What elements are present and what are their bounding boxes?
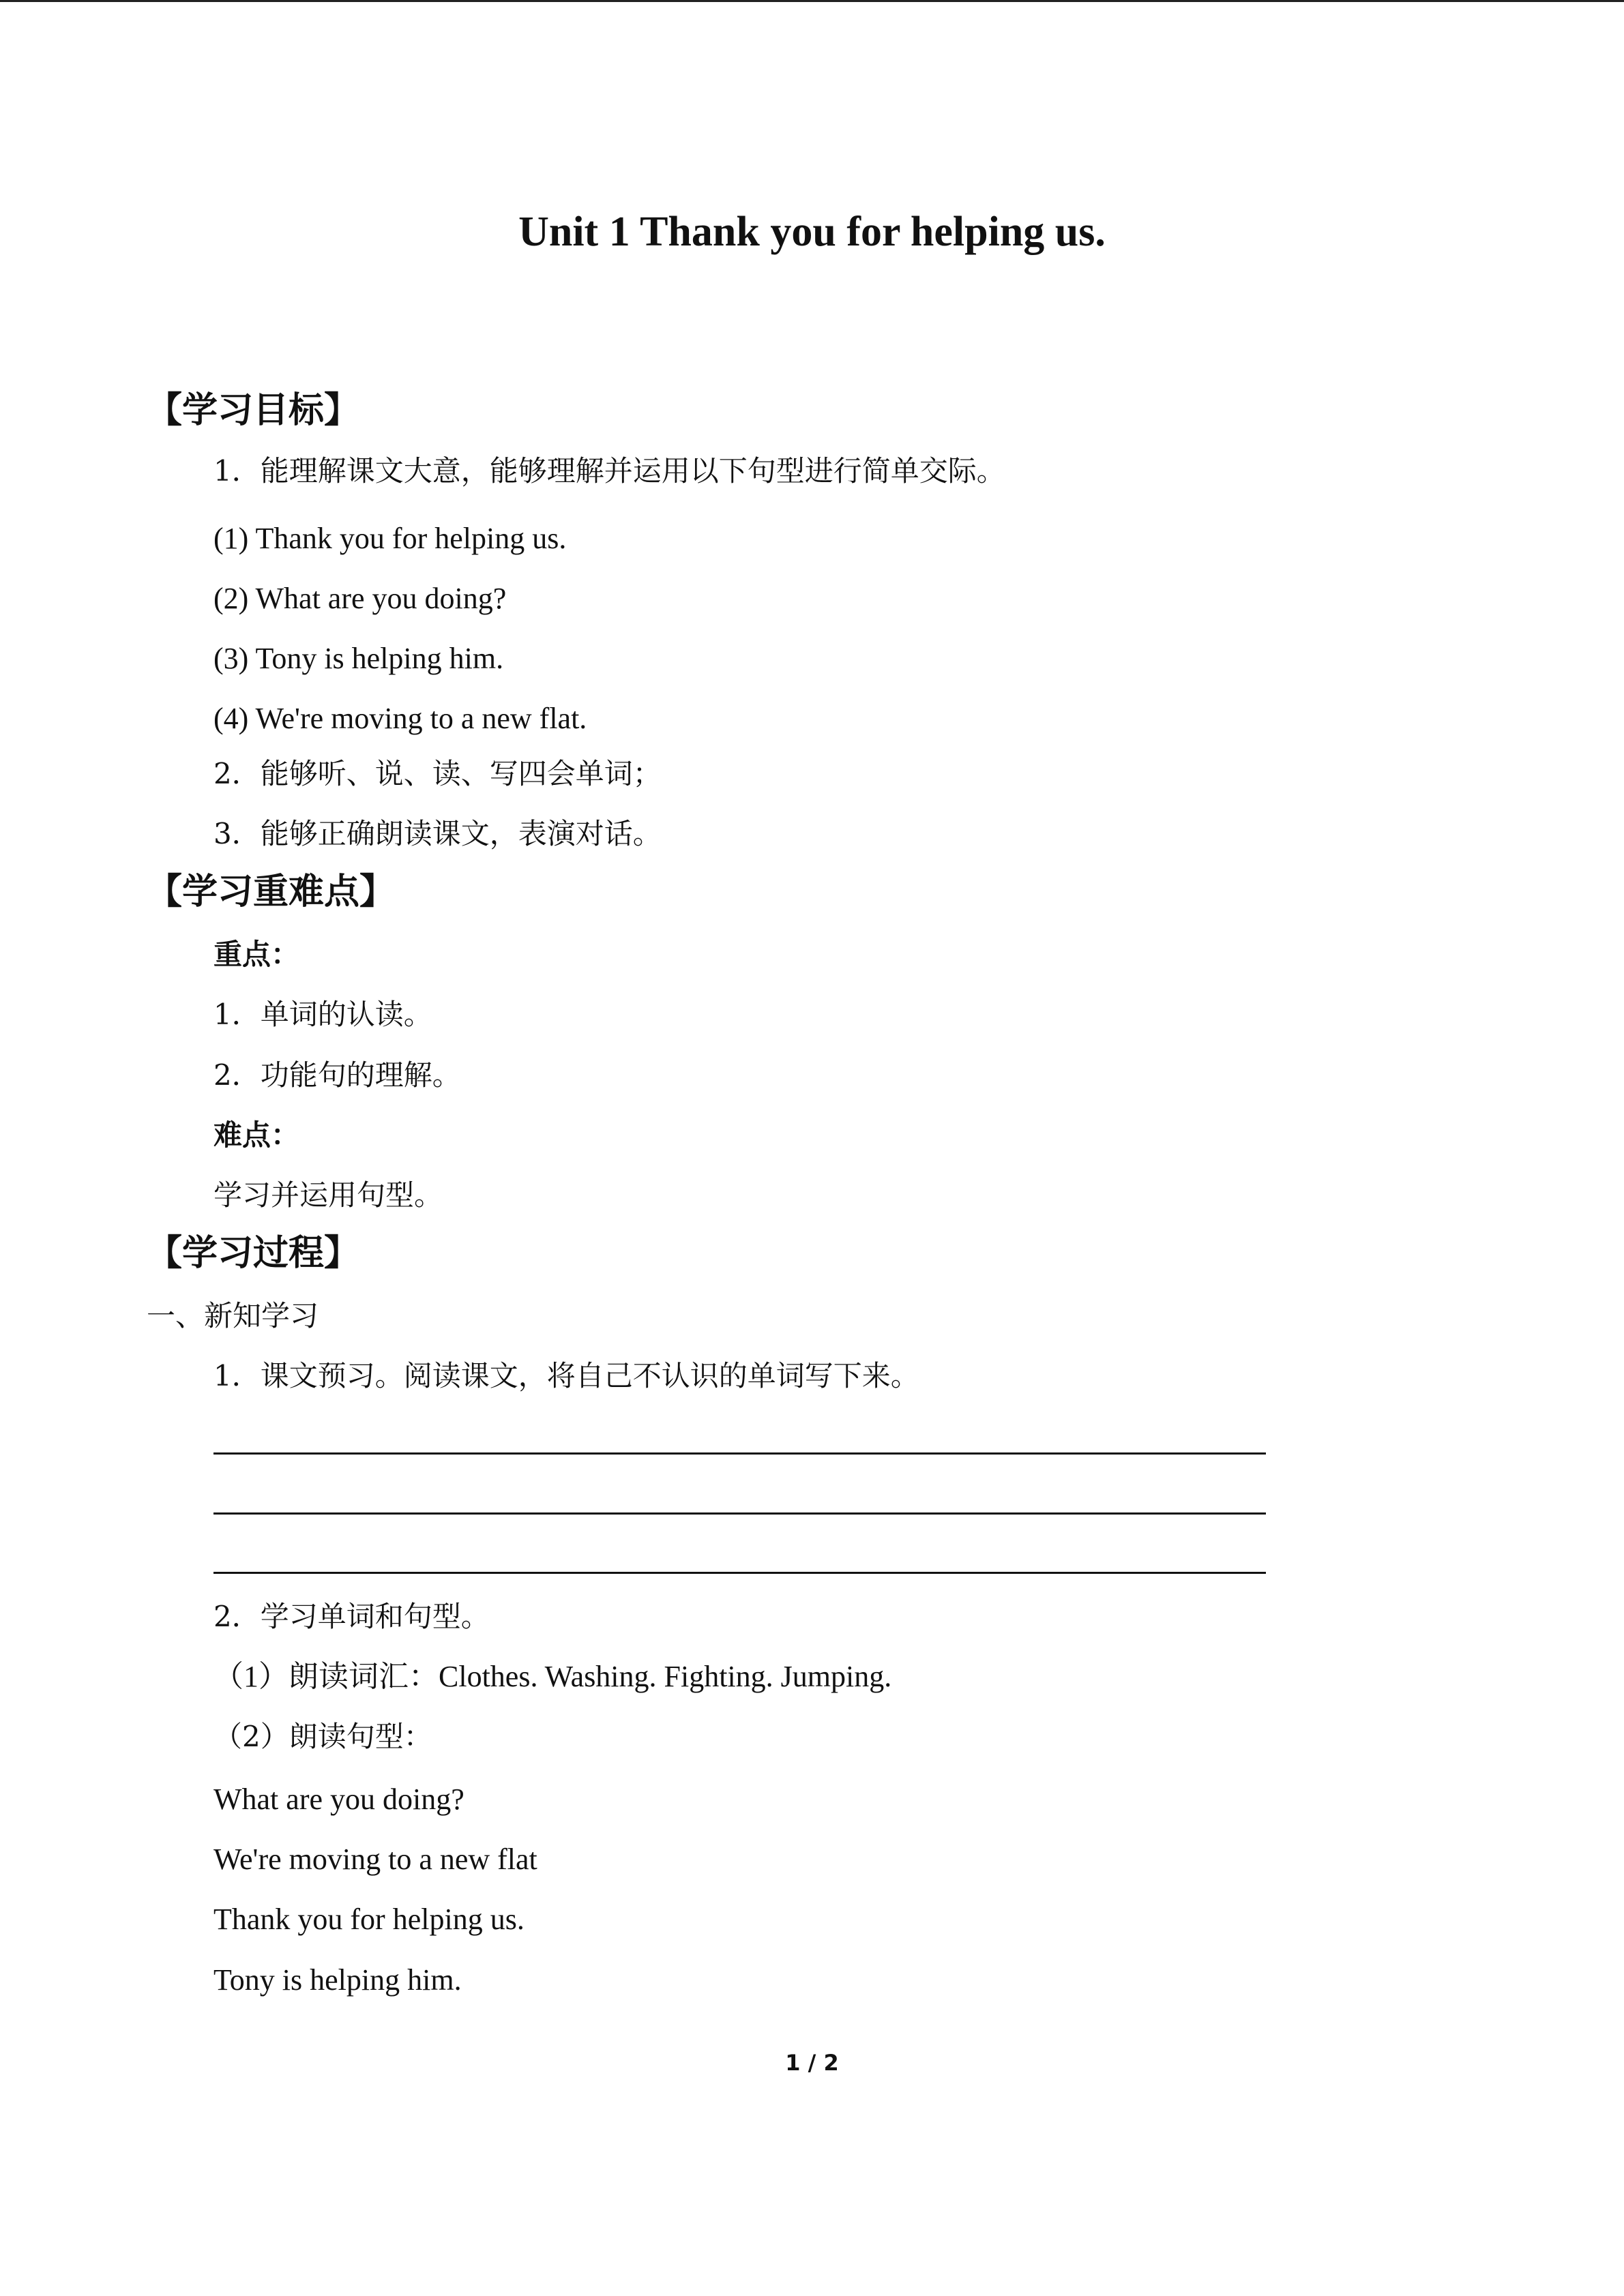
key-points-heading: 【学习重难点】 xyxy=(147,871,396,912)
pattern-sentence: Tony is helping him. xyxy=(213,1963,462,1997)
difficulty-label: 难点： xyxy=(213,1118,300,1152)
page-number: 1 / 2 xyxy=(785,2050,839,2076)
pattern-sentence: What are you doing? xyxy=(213,1783,464,1816)
step-one: 1．课文预习。阅读课文，将自己不认识的单词写下来。 xyxy=(213,1359,919,1392)
answer-line[interactable] xyxy=(213,1512,1266,1515)
answer-line[interactable] xyxy=(213,1572,1266,1574)
vocab-line: （1）朗读词汇：Clothes. Washing. Fighting. Jumping. xyxy=(213,1660,892,1693)
focus-label: 重点： xyxy=(213,938,300,971)
focus-item: 1．单词的认读。 xyxy=(213,998,432,1031)
objective-sentence: (4) We're moving to a new flat. xyxy=(213,702,587,735)
process-heading: 【学习过程】 xyxy=(147,1233,360,1274)
document-title: Unit 1 Thank you for helping us. xyxy=(518,209,1106,255)
objective-line: 2．能够听、说、读、写四会单词； xyxy=(213,757,662,790)
pattern-sentence: Thank you for helping us. xyxy=(213,1903,525,1936)
difficulty-item: 学习并运用句型。 xyxy=(213,1178,443,1212)
focus-item: 2．功能句的理解。 xyxy=(213,1058,461,1092)
step-two: 2．学习单词和句型。 xyxy=(213,1600,490,1633)
objective-sentence: (3) Tony is helping him. xyxy=(213,642,504,675)
pattern-label: （2）朗读句型： xyxy=(213,1720,432,1753)
pattern-sentence: We're moving to a new flat xyxy=(213,1843,537,1876)
answer-line[interactable] xyxy=(213,1452,1266,1455)
objective-line: 3．能够正确朗读课文，表演对话。 xyxy=(213,817,662,850)
objective-line: 1．能理解课文大意，能够理解并运用以下句型进行简单交际。 xyxy=(213,454,1005,488)
objective-sentence: (2) What are you doing? xyxy=(213,582,507,615)
part-one-label: 一、新知学习 xyxy=(147,1299,319,1332)
objectives-heading: 【学习目标】 xyxy=(147,390,360,431)
objective-sentence: (1) Thank you for helping us. xyxy=(213,522,567,555)
page-top-border xyxy=(0,0,1624,2)
